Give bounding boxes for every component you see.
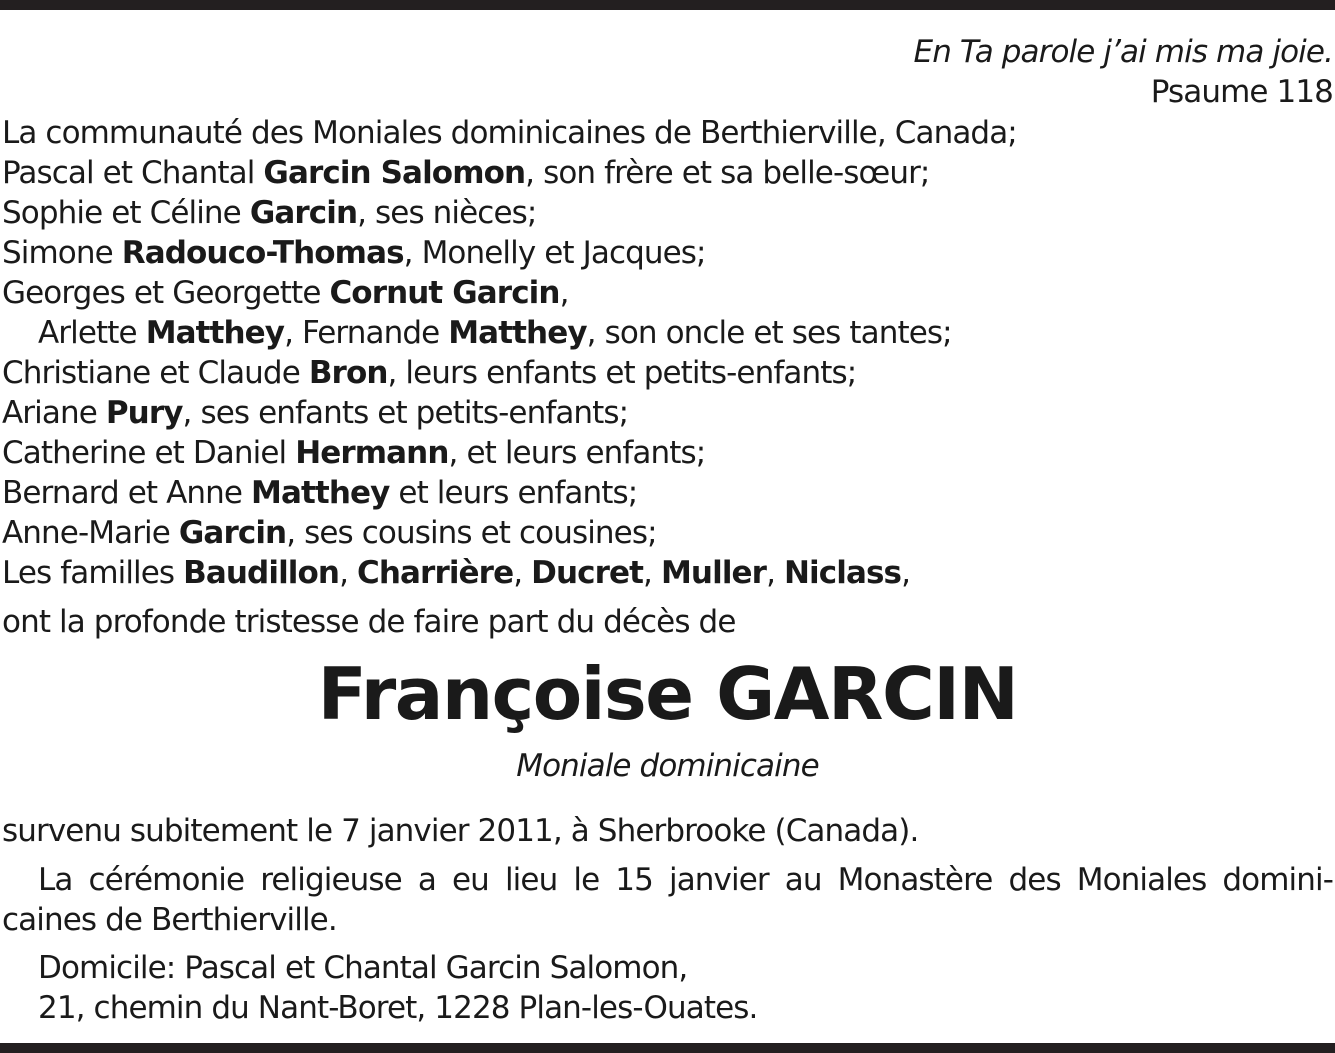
- family-separator: ,: [766, 555, 784, 591]
- families-suffix: ,: [901, 555, 911, 591]
- mourner-surname: Bron: [308, 355, 388, 391]
- mourner-text: , Fernande: [284, 315, 449, 351]
- mourner-line: [2, 193, 536, 233]
- mourner-surname: Cornut Garcin: [329, 275, 560, 311]
- domicile-line-2: 21, chemin du Nant-Boret, 1228 Plan-les-Ouates.: [38, 990, 758, 1026]
- mourner-relation: , son frère et sa belle-sœur;: [525, 155, 930, 191]
- mourner-text: La communauté des Moniales dominicaines de Berthierville, Canada;: [2, 115, 1017, 151]
- mourner-line: [2, 113, 1017, 153]
- mourner-line: [2, 473, 637, 513]
- mourner-relation: , leurs enfants et petits-enfants;: [387, 355, 857, 391]
- mourner-surname: Hermann: [295, 435, 449, 471]
- mourner-surname: Pury: [105, 395, 183, 431]
- mourner-surname: Matthey: [448, 315, 587, 351]
- mourner-relation: ,: [559, 275, 569, 311]
- death-notice: survenu subitement le 7 janvier 2011, à Sherbrooke (Canada).: [2, 813, 919, 849]
- mourner-relation: , et leurs enfants;: [448, 435, 706, 471]
- families-prefix: Les familles: [2, 555, 184, 591]
- ceremony-line-2: caines de Berthierville.: [2, 902, 337, 938]
- mourner-surname: Radouco-Thomas: [121, 235, 404, 271]
- ceremony-line-1: La cérémonie religieuse a eu lieu le 15 janvier au Monastère des Moniales domini-: [38, 862, 1333, 898]
- mourner-text: Georges et Georgette: [2, 275, 330, 311]
- family-separator: ,: [513, 555, 532, 591]
- mourner-surname: Garcin Salomon: [263, 155, 526, 191]
- mourner-relation: , ses cousins et cousines;: [286, 515, 657, 551]
- mourner-relation: , Monelly et Jacques;: [403, 235, 706, 271]
- mourner-line: [2, 233, 706, 273]
- domicile-line-1: Domicile: Pascal et Chantal Garcin Salomon,: [38, 950, 688, 986]
- mourner-line: [2, 513, 657, 553]
- mourner-text: Christiane et Claude: [2, 355, 309, 391]
- mourner-line: [2, 273, 569, 313]
- mourner-line: [2, 433, 705, 473]
- family-name: Ducret: [531, 555, 644, 591]
- mourner-relation: , son oncle et ses tantes;: [586, 315, 952, 351]
- mourner-text: Anne-Marie: [2, 515, 179, 551]
- mourner-text: Simone: [2, 235, 122, 271]
- mourner-surname: Matthey: [145, 315, 285, 351]
- epigraph-source: Psaume 118: [1150, 74, 1333, 110]
- epigraph-quote: En Ta parole j’ai mis ma joie.: [913, 34, 1333, 70]
- mourner-line: [2, 153, 929, 193]
- family-separator: ,: [643, 555, 661, 591]
- family-separator: ,: [339, 555, 358, 591]
- mourner-relation: , ses enfants et petits-enfants;: [182, 395, 629, 431]
- deceased-title: Moniale dominicaine: [516, 748, 819, 784]
- mourner-line: [38, 313, 952, 353]
- mourner-text: Ariane: [2, 395, 106, 431]
- mourner-text: Arlette: [38, 315, 146, 351]
- mourner-line: [2, 353, 856, 393]
- family-name: Baudillon: [183, 555, 340, 591]
- mourner-relation: et leurs enfants;: [389, 475, 638, 511]
- family-name: Charrière: [357, 555, 514, 591]
- families-line: [2, 553, 910, 593]
- announcement-text: ont la profonde tristesse de faire part du décès de: [2, 604, 736, 640]
- mourner-text: Bernard et Anne: [2, 475, 252, 511]
- family-name: Muller: [660, 555, 767, 591]
- deceased-name: Françoise GARCIN: [317, 652, 1018, 736]
- mourner-text: Pascal et Chantal: [2, 155, 264, 191]
- mourner-text: Catherine et Daniel: [2, 435, 296, 471]
- bottom-border-rule: [0, 1043, 1335, 1053]
- mourner-surname: Matthey: [251, 475, 390, 511]
- mourner-text: Sophie et Céline: [2, 195, 250, 231]
- mourner-surname: Garcin: [178, 515, 287, 551]
- mourner-line: [2, 393, 628, 433]
- mourner-relation: , ses nièces;: [357, 195, 537, 231]
- family-name: Niclass: [783, 555, 902, 591]
- mourner-surname: Garcin: [249, 195, 358, 231]
